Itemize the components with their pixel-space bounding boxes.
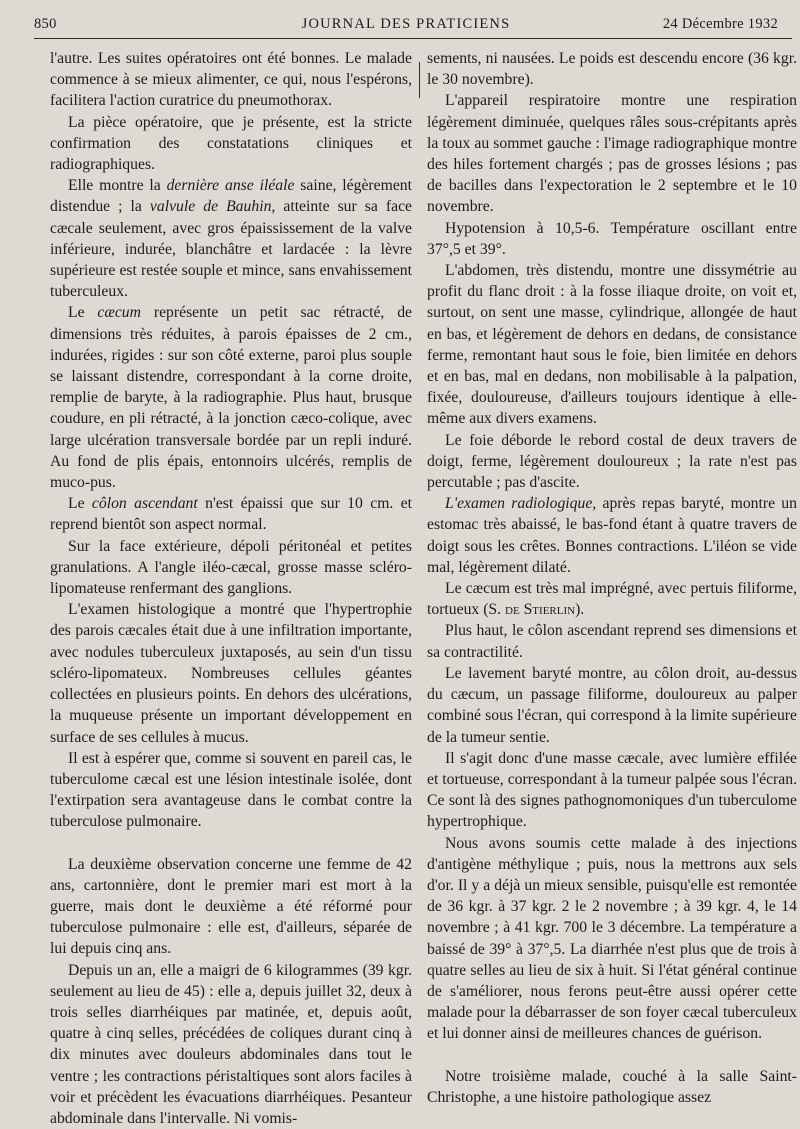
- paragraph: sements, ni nausées. Le poids est descendu encore (36 kgr. le 30 novembre).: [427, 50, 797, 89]
- paragraph: Le côlon ascendant n'est épaissi que sur 10 cm. et reprend bientôt son aspect normal.: [50, 495, 413, 534]
- right-column: [427, 48, 797, 1108]
- paragraph: Le lavement baryté montre, au côlon droit, au-dessus du cæcum, un passage filiforme, douloureux au palper combiné sous l'écran, qui correspond à la limite supérieure de la tumeur sentie.: [427, 664, 797, 746]
- paragraph: Il s'agit donc d'une masse cæcale, avec lumière effilée et tortueuse, correspondant à la tumeur palpée sous l'écran. Ce sont là des signes pathognomoniques d'un tuberculome hypertrophique.: [427, 749, 797, 831]
- paragraph: L'examen radiologique, après repas baryté, montre un estomac très abaissé, le bas-fond étant à quatre travers de doigt sous les crêtes. Bonnes contractions. L'iléon se vide mal, légèrement dilaté.: [427, 495, 797, 576]
- header-rule: [34, 38, 792, 39]
- paragraph: Le foie déborde le rebord costal de deux travers de doigt, ferme, légèrement douloureux ; la rate n'est pas percutable ; pas d'ascite.: [427, 431, 797, 492]
- paragraph: Elle montre la dernière anse iléale saine, légèrement distendue ; la valvule de Bauhin, atteinte sur sa face cæcale seulement, avec gros épaississement de la valve inférieure, indurée, blanchâtre et lardacée : la lèvre supérieure est restée souple et mince, sans envahissement tuberculeux.: [50, 177, 413, 301]
- journal-title: JOURNAL DES PRATICIENS: [301, 16, 511, 32]
- paragraph: L'appareil respiratoire montre une respiration légèrement diminuée, quelques râles sous-crépitants après la toux au sommet gauche : l'image radiographique montre des hiles fortement chargés ; pas de grosses lésions ; pas de bacilles dans l'expectoration le 2 septembre et le 10 novembre.: [427, 92, 797, 216]
- paragraph: Sur la face extérieure, dépoli péritonéal et petites granulations. A l'angle iléo-cæcal, grosse masse scléro-lipomateuse renfermant des ganglions.: [50, 537, 412, 598]
- column-divider: [419, 62, 420, 98]
- paragraph: Le cæcum est très mal imprégné, avec pertuis filiforme, tortueux (S. de Stierlin).: [427, 580, 797, 619]
- paragraph: Hypotension à 10,5-6. Température oscillant entre 37°,5 et 39°.: [427, 219, 797, 258]
- paragraph: Il est à espérer que, comme si souvent en pareil cas, le tuberculome cæcal est une lésion intestinale isolée, dont l'extirpation sera avantageuse dans le combat contre la tuberculose pulmonaire.: [50, 749, 412, 831]
- paragraph: Nous avons soumis cette malade à des injections d'antigène méthylique ; puis, nous la mettrons aux sels d'or. Il y a déjà un mieux sensible, puisqu'elle est remontée de 36 kgr. à 37 kgr. 2 le 2 novembre ; à 39 kgr. 4, le 14 novembre ; à 41 kgr. 700 le 3 décembre. La température a baissé de 39° à 37°,5. La diarrhée n'est plus que de trois à quatre selles au lieu de six à huit. Si l'état général continue de s'améliorer, nous ferons peut-être aussi opérer cette malade pour la débarrasser de son foyer cæcal tuberculeux et lui donner ainsi de meilleures chances de guérison.: [427, 834, 797, 1043]
- paragraph: La deuxième observation concerne une femme de 42 ans, cartonnière, dont le premier mari est mort à la guerre, mais dont le deuxième a été réformé pour tuberculose pulmonaire : elle est, d'ailleurs, séparée de lui depuis cinq ans.: [50, 855, 412, 958]
- page-header: [34, 12, 778, 38]
- paragraph: L'abdomen, très distendu, montre une dissymétrie au profit du flanc droit : à la fosse iliaque droite, on voit et, surtout, on sent une masse, cylindrique, allongée de haut en bas, et légèrement de dehors en dedans, de consistance ferme, remontant haut sous le foie, bien limitée en dehors et en bas, mal en dedans, non mobilisable à la palpation, fixée, douloureuse, d'ailleurs toujours identique à elle-même aux divers examens.: [427, 262, 797, 428]
- paragraph: Le cæcum représente un petit sac rétracté, de dimensions très réduites, à parois épaisses de 2 cm., indurées, rigides : sur son côté externe, paroi plus souple se laissant distendre, correspondant à la corne droite, remplie de baryte, à la radiographie. Plus haut, brusque coudure, en pli rétracté, à la jonction cæco-colique, avec large ulcération transversale bordée par un repli induré. Au fond de plis épais, entonnoirs ulcérés, remplis de muco-pus.: [50, 304, 413, 492]
- left-column: [50, 48, 412, 1129]
- paragraph: l'autre. Les suites opératoires ont été bonnes. Le malade commence à se mieux alimenter, ce qui, nous l'espérons, facilitera l'action curatrice du pneumothorax.: [50, 50, 412, 110]
- paragraph: Notre troisième malade, couché à la salle Saint-Christophe, a une histoire pathologique assez: [427, 1067, 797, 1106]
- paragraph: La pièce opératoire, que je présente, est la stricte confirmation des constatations cliniques et radiographiques.: [50, 113, 412, 174]
- page-number: 850: [34, 16, 57, 32]
- paragraph: Depuis un an, elle a maigri de 6 kilogrammes (39 kgr. seulement au lieu de 45) : elle a, depuis juillet 32, deux à trois selles diarrhéiques par matinée, et, depuis août, quatre à cinq selles, précédées de coliques durant cinq à dix minutes avec douleurs abdominales dans tout le ventre ; les contractions péristaltiques sont alors faciles à voir et précèdent les évacuations diarrhéiques. Pesanteur abdominale dans l'intervalle. Ni vomis-: [50, 961, 412, 1127]
- paragraph: L'examen histologique a montré que l'hypertrophie des parois cæcales était due à une infiltration importante, avec nodules tuberculeux juxtaposés, au sein d'un tissu scléro-lipomateux. Nombreuses cellules géantes collectées en plusieurs points. En dehors des ulcérations, la muqueuse présente un important développement en surface de ses cellules à mucus.: [50, 601, 412, 746]
- paragraph: Plus haut, le côlon ascendant reprend ses dimensions et sa contractilité.: [427, 622, 797, 661]
- issue-date: 24 Décembre 1932: [662, 16, 778, 32]
